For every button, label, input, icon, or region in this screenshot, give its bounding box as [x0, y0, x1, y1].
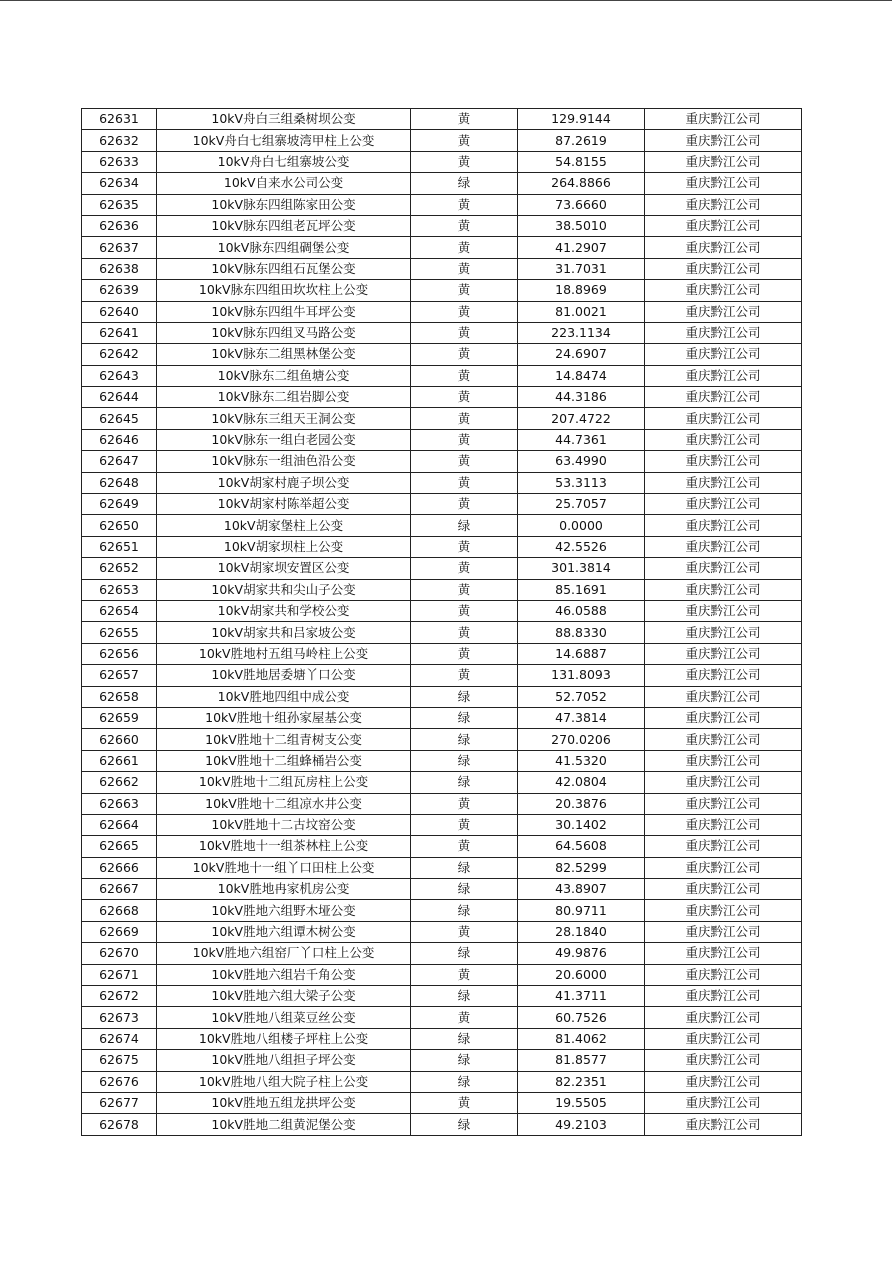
table-row: [82, 322, 802, 343]
table-row: [82, 536, 802, 557]
cell-transformer-name: 10kV舟白七组寨坡湾甲柱上公变: [157, 130, 411, 151]
cell-id: 62669: [82, 921, 157, 942]
cell-id: 62636: [82, 215, 157, 236]
cell-company: 重庆黔江公司: [645, 900, 802, 921]
cell-transformer-name: 10kV胡家共和吕家坡公变: [157, 622, 411, 643]
cell-value: 73.6660: [518, 194, 645, 215]
cell-id: 62666: [82, 857, 157, 878]
cell-id: 62639: [82, 280, 157, 301]
table-row: [82, 344, 802, 365]
cell-company: 重庆黔江公司: [645, 1071, 802, 1092]
table-row: [82, 857, 802, 878]
cell-value: 63.4990: [518, 451, 645, 472]
table-row: [82, 686, 802, 707]
cell-status: 绿: [411, 1071, 518, 1092]
cell-value: 24.6907: [518, 344, 645, 365]
cell-transformer-name: 10kV胜地十二组凉水井公变: [157, 793, 411, 814]
data-table-container: [81, 108, 801, 1136]
table-body: [82, 109, 802, 1136]
cell-value: 52.7052: [518, 686, 645, 707]
cell-id: 62640: [82, 301, 157, 322]
cell-transformer-name: 10kV舟白三组桑树坝公变: [157, 109, 411, 130]
cell-company: 重庆黔江公司: [645, 429, 802, 450]
table-row: [82, 750, 802, 771]
table-row: [82, 494, 802, 515]
table-row: [82, 408, 802, 429]
cell-status: 黄: [411, 130, 518, 151]
cell-company: 重庆黔江公司: [645, 322, 802, 343]
cell-id: 62663: [82, 793, 157, 814]
cell-id: 62660: [82, 729, 157, 750]
cell-value: 41.2907: [518, 237, 645, 258]
cell-transformer-name: 10kV胜地十二古坟窑公变: [157, 814, 411, 835]
table-row: [82, 515, 802, 536]
cell-company: 重庆黔江公司: [645, 536, 802, 557]
cell-company: 重庆黔江公司: [645, 836, 802, 857]
cell-value: 44.3186: [518, 387, 645, 408]
cell-id: 62665: [82, 836, 157, 857]
cell-id: 62662: [82, 772, 157, 793]
cell-transformer-name: 10kV脉东四组叉马路公变: [157, 322, 411, 343]
cell-company: 重庆黔江公司: [645, 280, 802, 301]
cell-value: 14.6887: [518, 643, 645, 664]
cell-company: 重庆黔江公司: [645, 472, 802, 493]
cell-id: 62642: [82, 344, 157, 365]
table-row: [82, 622, 802, 643]
cell-status: 黄: [411, 215, 518, 236]
cell-value: 25.7057: [518, 494, 645, 515]
cell-status: 绿: [411, 879, 518, 900]
cell-value: 49.9876: [518, 943, 645, 964]
cell-value: 46.0588: [518, 600, 645, 621]
cell-transformer-name: 10kV脉东四组陈家田公变: [157, 194, 411, 215]
cell-id: 62658: [82, 686, 157, 707]
cell-company: 重庆黔江公司: [645, 301, 802, 322]
cell-value: 20.6000: [518, 964, 645, 985]
cell-id: 62656: [82, 643, 157, 664]
table-row: [82, 301, 802, 322]
cell-status: 黄: [411, 429, 518, 450]
cell-value: 85.1691: [518, 579, 645, 600]
table-row: [82, 707, 802, 728]
cell-value: 129.9144: [518, 109, 645, 130]
cell-transformer-name: 10kV胡家堡柱上公变: [157, 515, 411, 536]
cell-status: 黄: [411, 258, 518, 279]
cell-company: 重庆黔江公司: [645, 1114, 802, 1135]
cell-id: 62652: [82, 558, 157, 579]
cell-transformer-name: 10kV胜地六组岩千角公变: [157, 964, 411, 985]
table-row: [82, 194, 802, 215]
cell-status: 绿: [411, 750, 518, 771]
cell-status: 黄: [411, 558, 518, 579]
cell-transformer-name: 10kV胡家村陈举超公变: [157, 494, 411, 515]
cell-company: 重庆黔江公司: [645, 1007, 802, 1028]
cell-id: 62676: [82, 1071, 157, 1092]
cell-transformer-name: 10kV胜地八组菜豆丝公变: [157, 1007, 411, 1028]
table-row: [82, 665, 802, 686]
cell-value: 14.8474: [518, 365, 645, 386]
cell-transformer-name: 10kV自来水公司公变: [157, 173, 411, 194]
cell-status: 绿: [411, 857, 518, 878]
cell-id: 62678: [82, 1114, 157, 1135]
cell-value: 82.5299: [518, 857, 645, 878]
cell-company: 重庆黔江公司: [645, 986, 802, 1007]
table-row: [82, 900, 802, 921]
cell-status: 绿: [411, 986, 518, 1007]
cell-value: 60.7526: [518, 1007, 645, 1028]
table-row: [82, 151, 802, 172]
cell-company: 重庆黔江公司: [645, 793, 802, 814]
cell-company: 重庆黔江公司: [645, 943, 802, 964]
cell-company: 重庆黔江公司: [645, 857, 802, 878]
cell-id: 62649: [82, 494, 157, 515]
cell-id: 62673: [82, 1007, 157, 1028]
cell-status: 黄: [411, 387, 518, 408]
cell-company: 重庆黔江公司: [645, 194, 802, 215]
cell-value: 20.3876: [518, 793, 645, 814]
cell-id: 62637: [82, 237, 157, 258]
cell-status: 黄: [411, 109, 518, 130]
table-row: [82, 600, 802, 621]
cell-id: 62641: [82, 322, 157, 343]
cell-value: 41.3711: [518, 986, 645, 1007]
transformer-table: [81, 108, 802, 1136]
cell-transformer-name: 10kV胡家共和学校公变: [157, 600, 411, 621]
cell-status: 黄: [411, 451, 518, 472]
cell-status: 黄: [411, 964, 518, 985]
table-row: [82, 173, 802, 194]
table-row: [82, 964, 802, 985]
cell-transformer-name: 10kV脉东四组碉堡公变: [157, 237, 411, 258]
cell-id: 62672: [82, 986, 157, 1007]
cell-value: 80.9711: [518, 900, 645, 921]
cell-transformer-name: 10kV胜地十一组丫口田柱上公变: [157, 857, 411, 878]
table-row: [82, 1050, 802, 1071]
table-row: [82, 1028, 802, 1049]
cell-status: 黄: [411, 643, 518, 664]
table-row: [82, 772, 802, 793]
cell-transformer-name: 10kV脉东二组岩脚公变: [157, 387, 411, 408]
cell-company: 重庆黔江公司: [645, 515, 802, 536]
cell-company: 重庆黔江公司: [645, 1050, 802, 1071]
cell-company: 重庆黔江公司: [645, 215, 802, 236]
cell-value: 42.0804: [518, 772, 645, 793]
cell-status: 黄: [411, 494, 518, 515]
cell-company: 重庆黔江公司: [645, 1028, 802, 1049]
cell-transformer-name: 10kV胜地八组担子坪公变: [157, 1050, 411, 1071]
cell-value: 88.8330: [518, 622, 645, 643]
cell-company: 重庆黔江公司: [645, 622, 802, 643]
cell-value: 18.8969: [518, 280, 645, 301]
cell-status: 绿: [411, 772, 518, 793]
cell-value: 44.7361: [518, 429, 645, 450]
table-row: [82, 429, 802, 450]
cell-value: 54.8155: [518, 151, 645, 172]
cell-id: 62659: [82, 707, 157, 728]
cell-company: 重庆黔江公司: [645, 921, 802, 942]
cell-transformer-name: 10kV胜地居委塘丫口公变: [157, 665, 411, 686]
cell-id: 62631: [82, 109, 157, 130]
cell-company: 重庆黔江公司: [645, 408, 802, 429]
cell-status: 黄: [411, 194, 518, 215]
cell-company: 重庆黔江公司: [645, 109, 802, 130]
table-row: [82, 643, 802, 664]
cell-company: 重庆黔江公司: [645, 451, 802, 472]
cell-status: 黄: [411, 600, 518, 621]
cell-id: 62664: [82, 814, 157, 835]
cell-company: 重庆黔江公司: [645, 151, 802, 172]
cell-status: 绿: [411, 707, 518, 728]
cell-value: 19.5505: [518, 1092, 645, 1113]
cell-company: 重庆黔江公司: [645, 1092, 802, 1113]
cell-status: 绿: [411, 1028, 518, 1049]
cell-transformer-name: 10kV胜地十二组蜂桶岩公变: [157, 750, 411, 771]
cell-transformer-name: 10kV胡家村鹿子坝公变: [157, 472, 411, 493]
cell-id: 62677: [82, 1092, 157, 1113]
cell-id: 62670: [82, 943, 157, 964]
cell-id: 62655: [82, 622, 157, 643]
cell-id: 62634: [82, 173, 157, 194]
cell-company: 重庆黔江公司: [645, 729, 802, 750]
cell-status: 黄: [411, 579, 518, 600]
cell-id: 62667: [82, 879, 157, 900]
table-row: [82, 237, 802, 258]
cell-company: 重庆黔江公司: [645, 665, 802, 686]
cell-company: 重庆黔江公司: [645, 365, 802, 386]
table-row: [82, 558, 802, 579]
cell-transformer-name: 10kV胜地十二组青树支公变: [157, 729, 411, 750]
cell-transformer-name: 10kV胜地十一组茶林柱上公变: [157, 836, 411, 857]
table-row: [82, 280, 802, 301]
cell-transformer-name: 10kV胜地六组谭木树公变: [157, 921, 411, 942]
table-row: [82, 109, 802, 130]
cell-transformer-name: 10kV脉东四组田坎坎柱上公变: [157, 280, 411, 301]
cell-value: 64.5608: [518, 836, 645, 857]
cell-id: 62638: [82, 258, 157, 279]
cell-status: 绿: [411, 515, 518, 536]
cell-status: 绿: [411, 943, 518, 964]
cell-company: 重庆黔江公司: [645, 772, 802, 793]
table-row: [82, 1092, 802, 1113]
cell-id: 62653: [82, 579, 157, 600]
cell-company: 重庆黔江公司: [645, 258, 802, 279]
cell-company: 重庆黔江公司: [645, 558, 802, 579]
cell-company: 重庆黔江公司: [645, 964, 802, 985]
cell-id: 62646: [82, 429, 157, 450]
cell-id: 62650: [82, 515, 157, 536]
cell-transformer-name: 10kV胜地十二组瓦房柱上公变: [157, 772, 411, 793]
table-row: [82, 1007, 802, 1028]
cell-value: 81.4062: [518, 1028, 645, 1049]
cell-value: 301.3814: [518, 558, 645, 579]
cell-value: 42.5526: [518, 536, 645, 557]
cell-company: 重庆黔江公司: [645, 387, 802, 408]
cell-transformer-name: 10kV胜地六组窑厂丫口柱上公变: [157, 943, 411, 964]
cell-transformer-name: 10kV胜地八组大院子柱上公变: [157, 1071, 411, 1092]
cell-id: 62644: [82, 387, 157, 408]
table-row: [82, 729, 802, 750]
table-row: [82, 387, 802, 408]
table-row: [82, 793, 802, 814]
cell-id: 62674: [82, 1028, 157, 1049]
cell-transformer-name: 10kV舟白七组寨坡公变: [157, 151, 411, 172]
cell-transformer-name: 10kV脉东四组老瓦坪公变: [157, 215, 411, 236]
cell-value: 223.1134: [518, 322, 645, 343]
cell-status: 绿: [411, 729, 518, 750]
cell-status: 黄: [411, 622, 518, 643]
cell-value: 43.8907: [518, 879, 645, 900]
cell-company: 重庆黔江公司: [645, 600, 802, 621]
cell-value: 87.2619: [518, 130, 645, 151]
cell-company: 重庆黔江公司: [645, 173, 802, 194]
cell-id: 62675: [82, 1050, 157, 1071]
cell-value: 0.0000: [518, 515, 645, 536]
table-row: [82, 1071, 802, 1092]
cell-value: 264.8866: [518, 173, 645, 194]
cell-status: 黄: [411, 836, 518, 857]
table-row: [82, 986, 802, 1007]
cell-id: 62671: [82, 964, 157, 985]
cell-value: 53.3113: [518, 472, 645, 493]
cell-transformer-name: 10kV脉东二组鱼塘公变: [157, 365, 411, 386]
cell-status: 黄: [411, 408, 518, 429]
cell-transformer-name: 10kV胜地冉家机房公变: [157, 879, 411, 900]
cell-value: 28.1840: [518, 921, 645, 942]
cell-transformer-name: 10kV胜地六组大梁子公变: [157, 986, 411, 1007]
table-row: [82, 472, 802, 493]
cell-transformer-name: 10kV脉东四组石瓦堡公变: [157, 258, 411, 279]
cell-value: 81.0021: [518, 301, 645, 322]
cell-status: 绿: [411, 686, 518, 707]
cell-status: 黄: [411, 793, 518, 814]
cell-company: 重庆黔江公司: [645, 879, 802, 900]
cell-value: 131.8093: [518, 665, 645, 686]
page-top-rule: [0, 0, 892, 1]
table-row: [82, 215, 802, 236]
cell-status: 绿: [411, 1114, 518, 1135]
table-row: [82, 921, 802, 942]
cell-transformer-name: 10kV胜地二组黄泥堡公变: [157, 1114, 411, 1135]
cell-id: 62632: [82, 130, 157, 151]
cell-transformer-name: 10kV胡家坝安置区公变: [157, 558, 411, 579]
table-row: [82, 836, 802, 857]
cell-status: 黄: [411, 921, 518, 942]
cell-id: 62647: [82, 451, 157, 472]
cell-transformer-name: 10kV脉东二组黑林堡公变: [157, 344, 411, 365]
cell-transformer-name: 10kV胜地五组龙拱坪公变: [157, 1092, 411, 1113]
cell-transformer-name: 10kV脉东三组天王洞公变: [157, 408, 411, 429]
table-row: [82, 814, 802, 835]
cell-value: 270.0206: [518, 729, 645, 750]
cell-transformer-name: 10kV脉东一组白老园公变: [157, 429, 411, 450]
cell-id: 62648: [82, 472, 157, 493]
cell-value: 47.3814: [518, 707, 645, 728]
cell-company: 重庆黔江公司: [645, 579, 802, 600]
cell-company: 重庆黔江公司: [645, 494, 802, 515]
cell-id: 62654: [82, 600, 157, 621]
cell-transformer-name: 10kV胜地六组野木垭公变: [157, 900, 411, 921]
cell-transformer-name: 10kV胜地十组孙家屋基公变: [157, 707, 411, 728]
cell-company: 重庆黔江公司: [645, 750, 802, 771]
cell-value: 41.5320: [518, 750, 645, 771]
cell-value: 82.2351: [518, 1071, 645, 1092]
cell-status: 黄: [411, 280, 518, 301]
cell-company: 重庆黔江公司: [645, 686, 802, 707]
cell-company: 重庆黔江公司: [645, 130, 802, 151]
cell-status: 黄: [411, 237, 518, 258]
cell-status: 黄: [411, 536, 518, 557]
cell-status: 黄: [411, 151, 518, 172]
cell-value: 49.2103: [518, 1114, 645, 1135]
cell-status: 黄: [411, 1007, 518, 1028]
cell-status: 黄: [411, 301, 518, 322]
table-row: [82, 879, 802, 900]
cell-id: 62651: [82, 536, 157, 557]
cell-company: 重庆黔江公司: [645, 344, 802, 365]
cell-transformer-name: 10kV脉东一组油色沿公变: [157, 451, 411, 472]
cell-status: 黄: [411, 365, 518, 386]
cell-status: 黄: [411, 665, 518, 686]
cell-id: 62635: [82, 194, 157, 215]
cell-value: 207.4722: [518, 408, 645, 429]
cell-company: 重庆黔江公司: [645, 707, 802, 728]
cell-transformer-name: 10kV胜地四组中成公变: [157, 686, 411, 707]
cell-status: 黄: [411, 1092, 518, 1113]
cell-transformer-name: 10kV胜地村五组马岭柱上公变: [157, 643, 411, 664]
table-row: [82, 258, 802, 279]
cell-transformer-name: 10kV胜地八组楼子坪柱上公变: [157, 1028, 411, 1049]
cell-id: 62633: [82, 151, 157, 172]
cell-transformer-name: 10kV脉东四组牛耳坪公变: [157, 301, 411, 322]
table-row: [82, 1114, 802, 1135]
cell-value: 31.7031: [518, 258, 645, 279]
cell-id: 62643: [82, 365, 157, 386]
cell-transformer-name: 10kV胡家坝柱上公变: [157, 536, 411, 557]
cell-id: 62657: [82, 665, 157, 686]
cell-status: 绿: [411, 173, 518, 194]
cell-status: 绿: [411, 900, 518, 921]
table-row: [82, 943, 802, 964]
cell-company: 重庆黔江公司: [645, 814, 802, 835]
cell-transformer-name: 10kV胡家共和尖山子公变: [157, 579, 411, 600]
table-row: [82, 365, 802, 386]
cell-status: 绿: [411, 1050, 518, 1071]
cell-status: 黄: [411, 322, 518, 343]
cell-value: 81.8577: [518, 1050, 645, 1071]
table-row: [82, 579, 802, 600]
cell-id: 62645: [82, 408, 157, 429]
cell-company: 重庆黔江公司: [645, 643, 802, 664]
table-row: [82, 451, 802, 472]
cell-status: 黄: [411, 344, 518, 365]
cell-status: 黄: [411, 814, 518, 835]
table-row: [82, 130, 802, 151]
cell-value: 38.5010: [518, 215, 645, 236]
cell-company: 重庆黔江公司: [645, 237, 802, 258]
cell-value: 30.1402: [518, 814, 645, 835]
cell-status: 黄: [411, 472, 518, 493]
cell-id: 62668: [82, 900, 157, 921]
cell-id: 62661: [82, 750, 157, 771]
